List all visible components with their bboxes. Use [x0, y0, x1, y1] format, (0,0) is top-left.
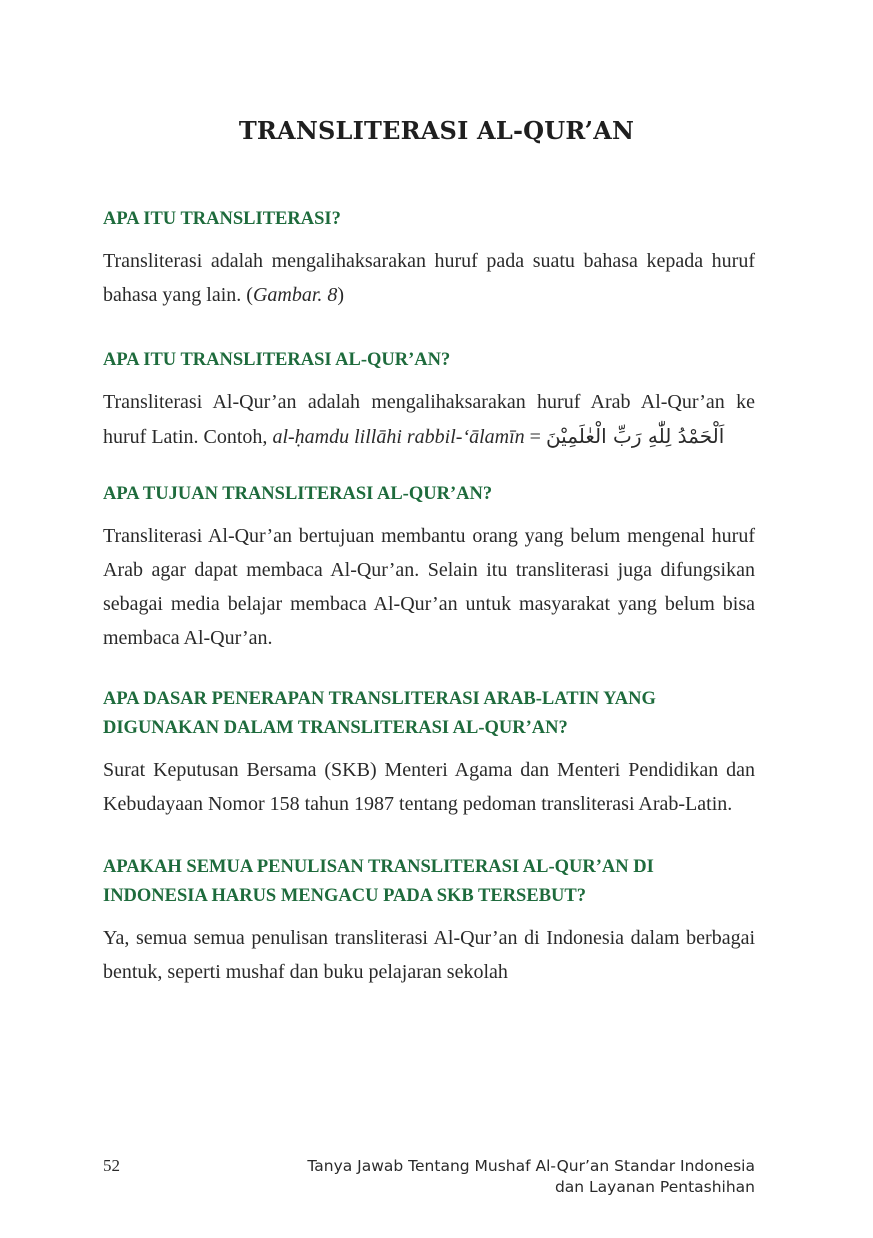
figure-reference: Gambar. 8 [252, 284, 338, 306]
qa-block [103, 685, 755, 821]
answer-text: Transliterasi Al-Qur’an adalah mengalihaksarakan huruf Arab Al-Qur’an ke huruf Latin. Contoh, [103, 391, 755, 448]
page-title: TRANSLITERASI AL-QUR’AN [238, 116, 635, 146]
question-heading: APA ITU TRANSLITERASI? [103, 209, 341, 229]
answer-paragraph: Ya, semua semua penulisan transliterasi Al-Qur’an di Indonesia dalam berbagai bentuk, seperti mushaf dan buku pelajaran sekolah [103, 927, 755, 983]
question-heading: APA ITU TRANSLITERASI AL-QUR’AN? [103, 350, 451, 370]
transliteration-example: al-ḥamdu lillāhi rabbil-‘ālamīn [272, 426, 525, 448]
book-title-line-2: dan Layanan Pentashihan [554, 1178, 755, 1196]
qa-block [103, 346, 755, 454]
answer-paragraph [103, 244, 755, 312]
qa-block [103, 853, 755, 989]
book-title-line-1: Tanya Jawab Tentang Mushaf Al-Qur’an Standar Indonesia [307, 1157, 755, 1175]
equals-sign: = [524, 426, 546, 448]
question-heading: APA TUJUAN TRANSLITERASI AL-QUR’AN? [103, 484, 493, 504]
qa-block [103, 480, 755, 655]
question-heading: APAKAH SEMUA PENULISAN TRANSLITERASI AL-QUR’AN DI INDONESIA HARUS MENGACU PADA SKB TERSEBUT? [103, 857, 654, 906]
content-body [103, 205, 755, 1019]
answer-paragraph: Surat Keputusan Bersama (SKB) Menteri Agama dan Menteri Pendidikan dan Kebudayaan Nomor 158 tahun 1987 tentang pedoman transliterasi Arab-Latin. [103, 759, 755, 815]
answer-paragraph: Transliterasi Al-Qur’an bertujuan membantu orang yang belum mengenal huruf Arab agar dapat membaca Al-Qur’an. Selain itu transliterasi juga difungsikan sebagai media belajar membaca Al-Qur’an untuk masyarakat yang belum bisa membaca Al-Qur’an. [103, 525, 755, 649]
running-footer [275, 1156, 755, 1198]
question-heading: APA DASAR PENERAPAN TRANSLITERASI ARAB-LATIN YANG DIGUNAKAN DALAM TRANSLITERASI AL-QUR’AN? [103, 689, 656, 738]
answer-text-end: ) [337, 284, 345, 306]
arabic-text: اَلْحَمْدُ لِلّٰهِ رَبِّ الْعٰلَمِيْنَ [545, 424, 725, 448]
page-number: 52 [103, 1156, 120, 1175]
qa-block [103, 205, 755, 312]
answer-text: Transliterasi adalah mengalihaksarakan huruf pada suatu bahasa kepada huruf bahasa yang lain. ( [103, 250, 755, 306]
answer-paragraph [103, 385, 755, 454]
